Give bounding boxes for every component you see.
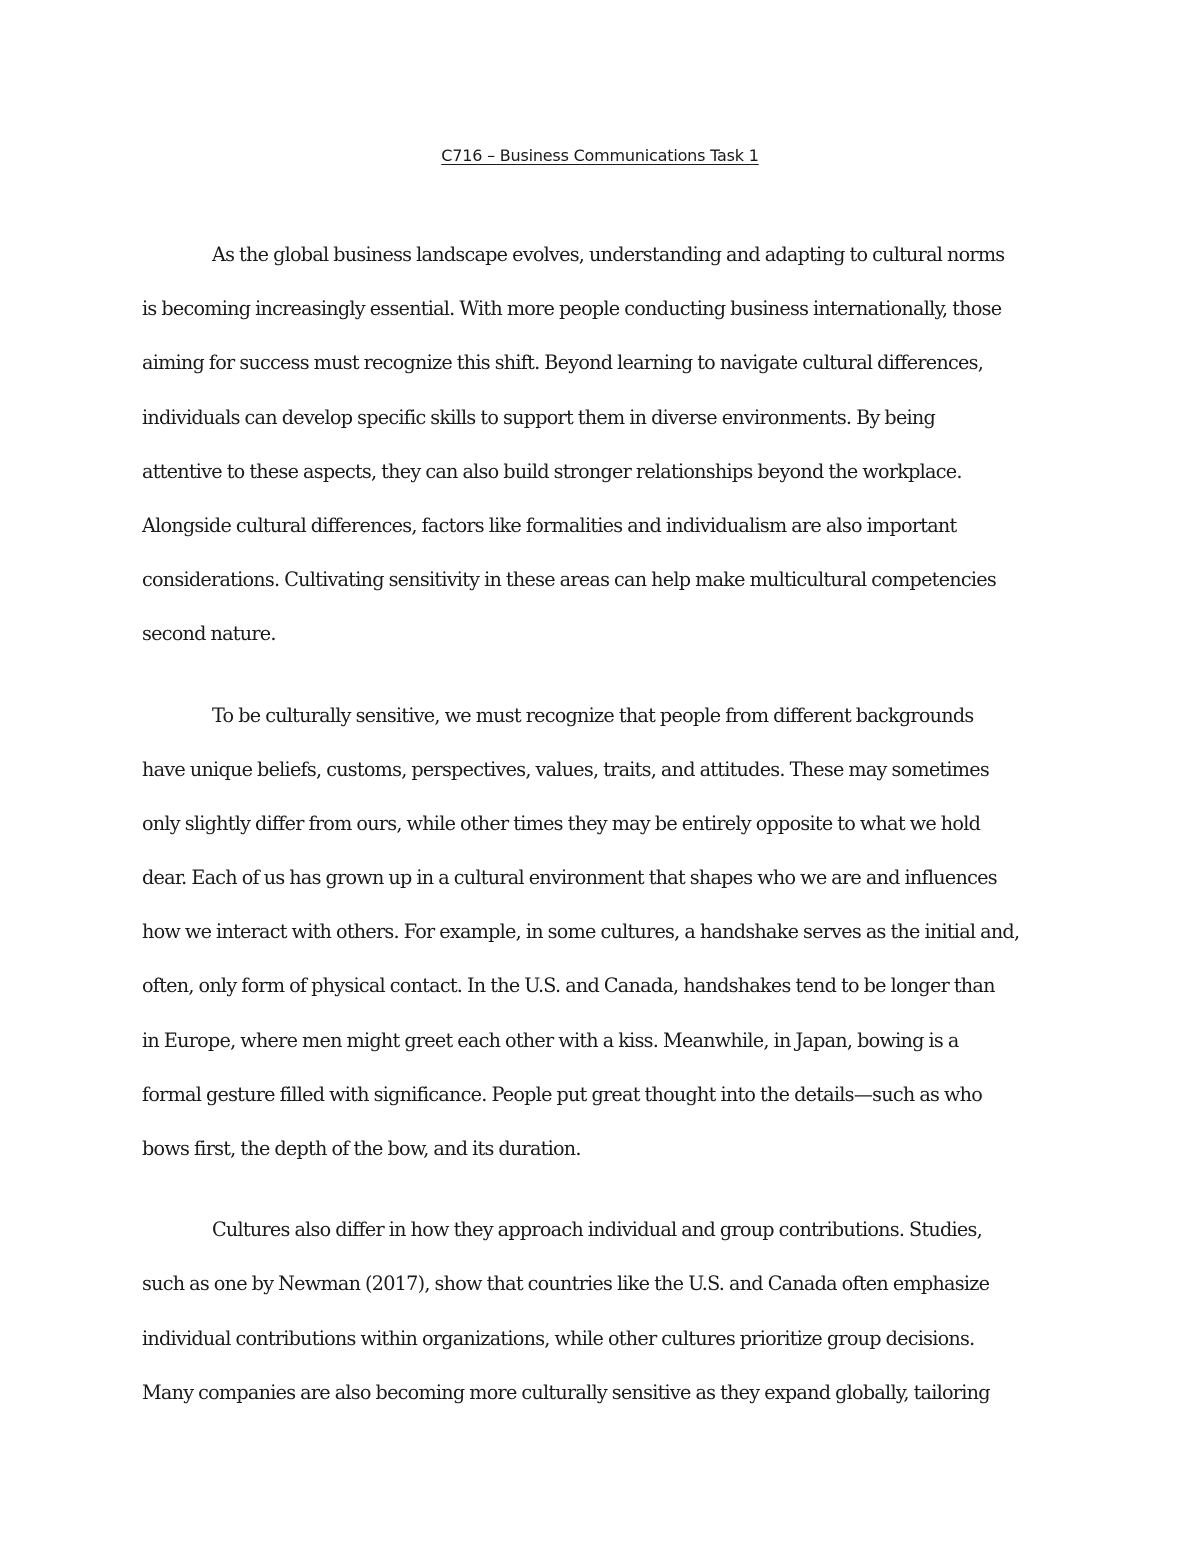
paragraph-2 bbox=[142, 689, 1062, 1177]
paragraph-line: Alongside cultural differences, factors like formalities and individualism are also important bbox=[142, 513, 957, 537]
paragraph-line: Many companies are also becoming more culturally sensitive as they expand globally, tailoring bbox=[142, 1380, 990, 1404]
paragraph-line: is becoming increasingly essential. With more people conducting business internationally, those bbox=[142, 297, 1002, 321]
paragraph-line: individual contributions within organizations, while other cultures prioritize group decisions. bbox=[142, 1326, 975, 1350]
paragraph-spacing bbox=[142, 1176, 1062, 1203]
paragraph-line: attentive to these aspects, they can also build stronger relationships beyond the workplace. bbox=[142, 459, 962, 483]
paragraph-line: often, only form of physical contact. In the U.S. and Canada, handshakes tend to be longer than bbox=[142, 974, 995, 998]
paragraph-line: how we interact with others. For example, in some cultures, a handshake serves as the initial and, bbox=[142, 920, 1020, 944]
paragraph-line: bows first, the depth of the bow, and its duration. bbox=[142, 1137, 581, 1160]
paragraph-line: only slightly differ from ours, while other times they may be entirely opposite to what we hold bbox=[142, 811, 981, 835]
paragraph-line: second nature. bbox=[142, 622, 276, 646]
paragraph-line: have unique beliefs, customs, perspectives, values, traits, and attitudes. These may sometimes bbox=[142, 757, 989, 781]
document-body bbox=[142, 228, 1062, 1420]
paragraph-line: such as one by Newman (2017), show that countries like the U.S. and Canada often emphasize bbox=[142, 1272, 990, 1296]
paragraph-line: dear. Each of us has grown up in a cultural environment that shapes who we are and influences bbox=[142, 866, 997, 890]
document-title: C716 – Business Communications Task 1 bbox=[441, 146, 759, 165]
paragraph-line: formal gesture filled with significance. People put great thought into the details—such as who bbox=[142, 1082, 983, 1106]
paragraph-3 bbox=[142, 1203, 1062, 1420]
paragraph-line: aiming for success must recognize this shift. Beyond learning to navigate cultural differences, bbox=[142, 351, 984, 375]
paragraph-line: To be culturally sensitive, we must recognize that people from different backgrounds bbox=[212, 703, 974, 727]
paragraph-line: considerations. Cultivating sensitivity in these areas can help make multicultural competencies bbox=[142, 568, 996, 592]
paragraph-line: As the global business landscape evolves, understanding and adapting to cultural norms bbox=[212, 243, 1005, 266]
paragraph-spacing bbox=[142, 662, 1062, 689]
paragraph-line: Cultures also differ in how they approach individual and group contributions. Studies, bbox=[212, 1218, 982, 1242]
paragraph-line: individuals can develop specific skills to support them in diverse environments. By being bbox=[142, 405, 936, 429]
paragraph-line: in Europe, where men might greet each other with a kiss. Meanwhile, in Japan, bowing is a bbox=[142, 1028, 959, 1052]
paragraph-1 bbox=[142, 228, 1062, 662]
